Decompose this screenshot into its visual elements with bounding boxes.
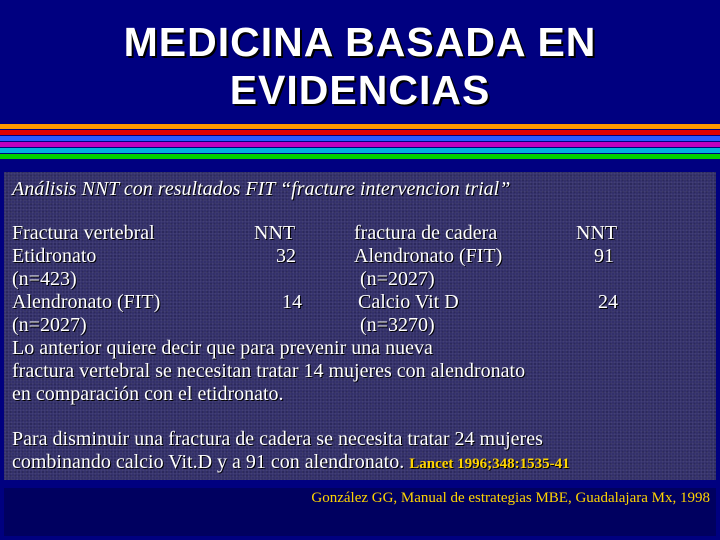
right-header-nnt: NNT <box>576 222 618 244</box>
stripe-blue <box>0 136 720 141</box>
right-header-label: fractura de cadera <box>354 222 498 244</box>
left-row2-name: Alendronato (FIT) <box>12 291 161 313</box>
decorative-stripes <box>0 124 720 160</box>
citation: González GG, Manual de estrategias MBE, Guadalajara Mx, 1998 <box>311 490 710 506</box>
content-panel <box>4 172 716 480</box>
explanation-line-1: Lo anterior quiere decir que para prevenir una nueva <box>12 337 433 359</box>
subtitle: Análisis NNT con resultados FIT “fracture intervencion trial” <box>12 178 511 200</box>
left-row1-n: (n=423) <box>12 268 77 290</box>
right-row1-name: Alendronato (FIT) <box>354 245 503 267</box>
conclusion-line-2 <box>12 451 570 476</box>
right-row2-name: Calcio Vit D <box>358 291 459 313</box>
conclusion-line-1: Para disminuir una fractura de cadera se necesita tratar 24 mujeres <box>12 428 543 450</box>
stripe-cyan <box>0 148 720 153</box>
left-row2-n: (n=2027) <box>12 314 87 336</box>
right-row1-n: (n=2027) <box>360 268 435 290</box>
left-row2-nnt: 14 <box>282 291 302 313</box>
stripe-magenta <box>0 142 720 147</box>
stripe-red <box>0 130 720 135</box>
explanation-line-2: fractura vertebral se necesitan tratar 14 mujeres con alendronato <box>12 360 526 382</box>
left-header-nnt: NNT <box>254 222 296 244</box>
right-row2-nnt: 24 <box>598 291 618 313</box>
lancet-reference: Lancet 1996;348:1535-41 <box>409 456 570 472</box>
explanation-line-3: en comparación con el etidronato. <box>12 383 284 405</box>
right-row1-nnt: 91 <box>594 245 614 267</box>
left-row1-nnt: 32 <box>276 245 296 267</box>
left-row1-name: Etidronato <box>12 245 97 267</box>
stripe-orange <box>0 124 720 129</box>
slide-title <box>0 18 720 114</box>
left-header-label: Fractura vertebral <box>12 222 155 244</box>
stripe-green <box>0 154 720 159</box>
conclusion-line-2-text: combinando calcio Vit.D y a 91 con alendronato. <box>12 451 405 473</box>
right-row2-n: (n=3270) <box>360 314 435 336</box>
title-line-2: EVIDENCIAS <box>229 67 491 113</box>
title-line-1: MEDICINA BASADA EN <box>123 19 597 65</box>
